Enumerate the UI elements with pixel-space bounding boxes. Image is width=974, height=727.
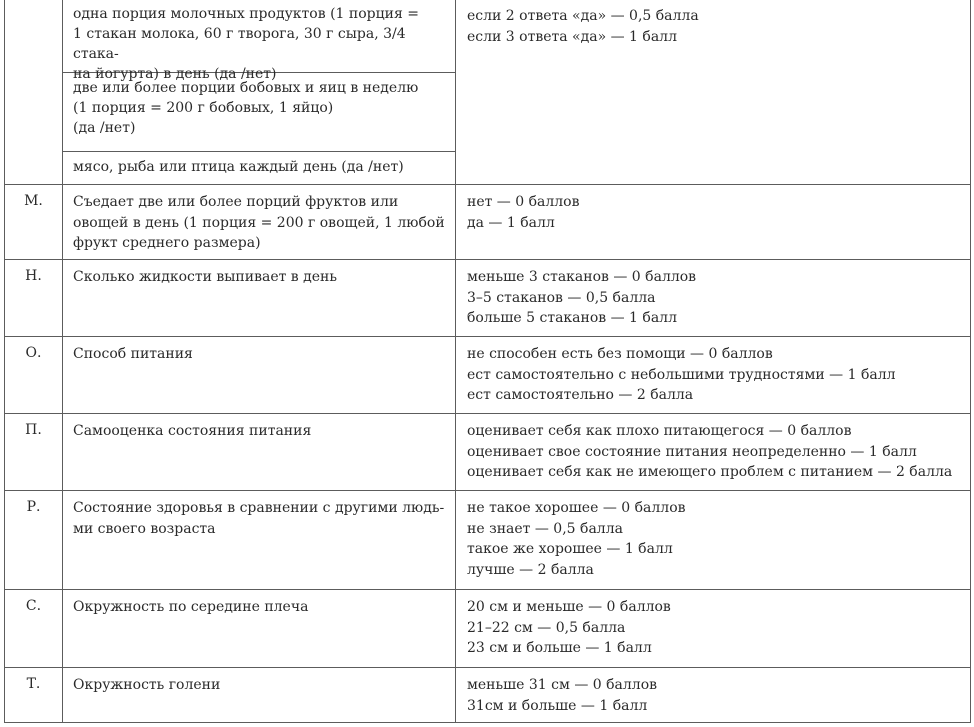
- score-line: ест самостоятельно — 2 балла: [467, 387, 694, 403]
- score-cell: [456, 260, 971, 337]
- text-line: (да /нет): [73, 120, 136, 136]
- sub-criterion: [63, 0, 455, 82]
- text-line: Окружность голени: [73, 677, 221, 693]
- criteria-cell: [63, 185, 456, 260]
- score-line: не знает — 0,5 балла: [467, 520, 623, 537]
- score-line: не способен есть без помощи — 0 баллов: [467, 346, 773, 362]
- score-cell: [456, 414, 971, 491]
- sub-criterion: [63, 73, 455, 152]
- row-letter: М.: [5, 185, 63, 260]
- score-line: ест самостоятельно с небольшими трудностями — 1 балл: [467, 366, 896, 383]
- score-cell: [456, 668, 971, 723]
- text-line: на йогурта) в день (да /нет): [73, 66, 277, 82]
- score-line: оценивает себя как не имеющего проблем с питанием — 2 балла: [467, 464, 953, 480]
- text-line: (1 порция = 200 г бобовых, 1 яйцо): [73, 100, 334, 116]
- criteria-cell: [63, 590, 456, 668]
- criteria-cell: [63, 414, 456, 491]
- score-cell: [456, 337, 971, 414]
- criteria-cell: [63, 337, 456, 414]
- row-letter: П.: [5, 414, 63, 491]
- row-letter: Р.: [5, 491, 63, 590]
- score-line: 23 см и больше — 1 балл: [467, 640, 652, 656]
- table-row: [5, 0, 971, 185]
- table-row: [5, 185, 971, 260]
- score-line: 20 см и меньше — 0 баллов: [467, 599, 671, 615]
- text-line: мясо, рыба или птица каждый день (да /нет): [73, 159, 404, 175]
- score-line: 3–5 стаканов — 0,5 балла: [467, 289, 656, 306]
- row-letter: Т.: [5, 668, 63, 723]
- score-line: 21–22 см — 0,5 балла: [467, 619, 626, 636]
- score-line: оценивает себя как плохо питающегося — 0 баллов: [467, 423, 852, 439]
- score-line: не такое хорошее — 0 баллов: [467, 500, 686, 516]
- score-line: меньше 3 стаканов — 0 баллов: [467, 269, 697, 285]
- table-row: [5, 668, 971, 723]
- row-letter: О.: [5, 337, 63, 414]
- score-line: если 2 ответа «да» — 0,5 балла: [467, 8, 699, 24]
- text-line: ми своего возраста: [73, 520, 216, 537]
- criteria-cell: [63, 0, 456, 185]
- assessment-table: [4, 0, 971, 723]
- table-row: [5, 491, 971, 590]
- row-letter: С.: [5, 590, 63, 668]
- text-line: две или более порции бобовых и яиц в неделю: [73, 80, 419, 96]
- text-line: Способ питания: [73, 346, 193, 362]
- score-cell: [456, 185, 971, 260]
- text-line: Окружность по середине плеча: [73, 599, 309, 615]
- score-line: да — 1 балл: [467, 214, 555, 231]
- score-line: меньше 31 см — 0 баллов: [467, 677, 658, 693]
- score-cell: [456, 491, 971, 590]
- score-line: нет — 0 баллов: [467, 194, 580, 210]
- text-line: Состояние здоровья в сравнении с другими людь-: [73, 500, 445, 516]
- score-line: оценивает свое состояние питания неопределенно — 1 балл: [467, 443, 917, 460]
- row-letter: [5, 0, 63, 185]
- table-row: [5, 337, 971, 414]
- table-row: [5, 260, 971, 337]
- text-line: Сколько жидкости выпивает в день: [73, 269, 337, 285]
- row-letter: Н.: [5, 260, 63, 337]
- score-line: такое же хорошее — 1 балл: [467, 541, 673, 557]
- text-line: Самооценка состояния питания: [73, 423, 312, 439]
- text-line: одна порция молочных продуктов (1 порция =: [73, 6, 419, 22]
- criteria-cell: [63, 260, 456, 337]
- score-line: если 3 ответа «да» — 1 балл: [467, 28, 677, 45]
- score-cell: [456, 0, 971, 185]
- table-row: [5, 414, 971, 491]
- score-line: 31см и больше — 1 балл: [467, 697, 648, 714]
- criteria-cell: [63, 668, 456, 723]
- score-line: лучше — 2 балла: [467, 561, 594, 578]
- text-line: фрукт среднего размера): [73, 235, 261, 251]
- sub-criterion: [63, 152, 455, 181]
- score-cell: [456, 590, 971, 668]
- table-row: [5, 590, 971, 668]
- criteria-cell: [63, 491, 456, 590]
- text-line: 1 стакан молока, 60 г творога, 30 г сыра, 3/4 стака-: [73, 26, 406, 62]
- text-line: Съедает две или более порций фруктов или: [73, 194, 399, 210]
- text-line: овощей в день (1 порция = 200 г овощей, 1 любой: [73, 214, 445, 231]
- score-line: больше 5 стаканов — 1 балл: [467, 310, 677, 326]
